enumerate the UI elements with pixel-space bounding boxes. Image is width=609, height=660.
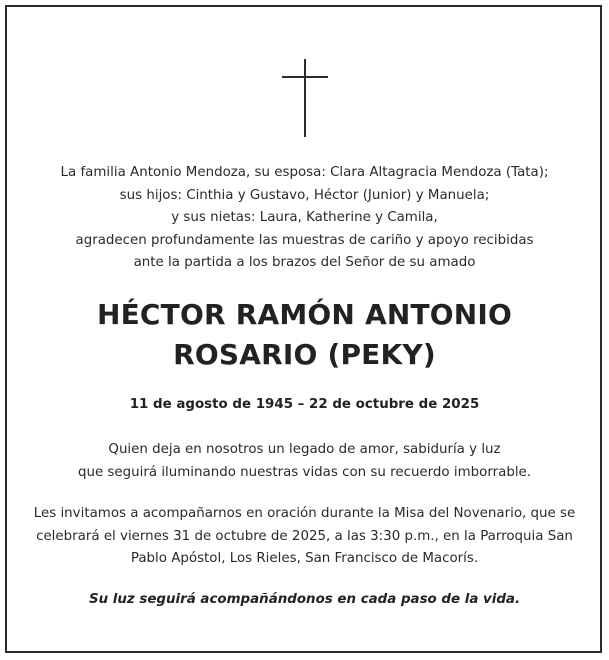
- invitation-line: Les invitamos a acompañarnos en oración durante la Misa del Novenario, que se: [33, 506, 576, 521]
- latin-cross-icon: [282, 59, 328, 137]
- intro-line: agradecen profundamente las muestras de cariño y apoyo recibidas: [75, 232, 534, 248]
- cross-horizontal-bar: [282, 76, 328, 78]
- legacy-line: Quien deja en nosotros un legado de amor, sabiduría y luz: [108, 442, 501, 457]
- cross-vertical-bar: [304, 59, 306, 137]
- invitation-line: Pablo Apóstol, Los Rieles, San Francisco de Macorís.: [130, 551, 479, 567]
- family-intro-paragraph: [20, 162, 589, 275]
- deceased-name: [20, 295, 589, 375]
- deceased-name-line: HÉCTOR RAMÓN ANTONIO: [96, 298, 513, 331]
- intro-line: La familia Antonio Mendoza, su esposa: Clara Altagracia Mendoza (Tata);: [60, 165, 549, 180]
- legacy-line: que seguirá iluminando nuestras vidas con su recuerdo imborrable.: [77, 465, 532, 480]
- intro-line: y sus nietas: Laura, Katherine y Camila,: [171, 210, 438, 226]
- mass-invitation-paragraph: [20, 503, 589, 571]
- intro-line: ante la partida a los brazos del Señor de su amado: [133, 255, 476, 271]
- closing-phrase: Su luz seguirá acompañándonos en cada paso de la vida.: [88, 592, 521, 607]
- invitation-line: celebrará el viernes 31 de octubre de 2025, a las 3:30 p.m., en la Parroquia San: [36, 528, 573, 544]
- life-dates: 11 de agosto de 1945 – 22 de octubre de 2025: [129, 397, 480, 412]
- intro-line: sus hijos: Cinthia y Gustavo, Héctor (Junior) y Manuela;: [119, 187, 490, 203]
- deceased-name-line: ROSARIO (PEKY): [173, 338, 436, 371]
- legacy-paragraph: [20, 438, 589, 484]
